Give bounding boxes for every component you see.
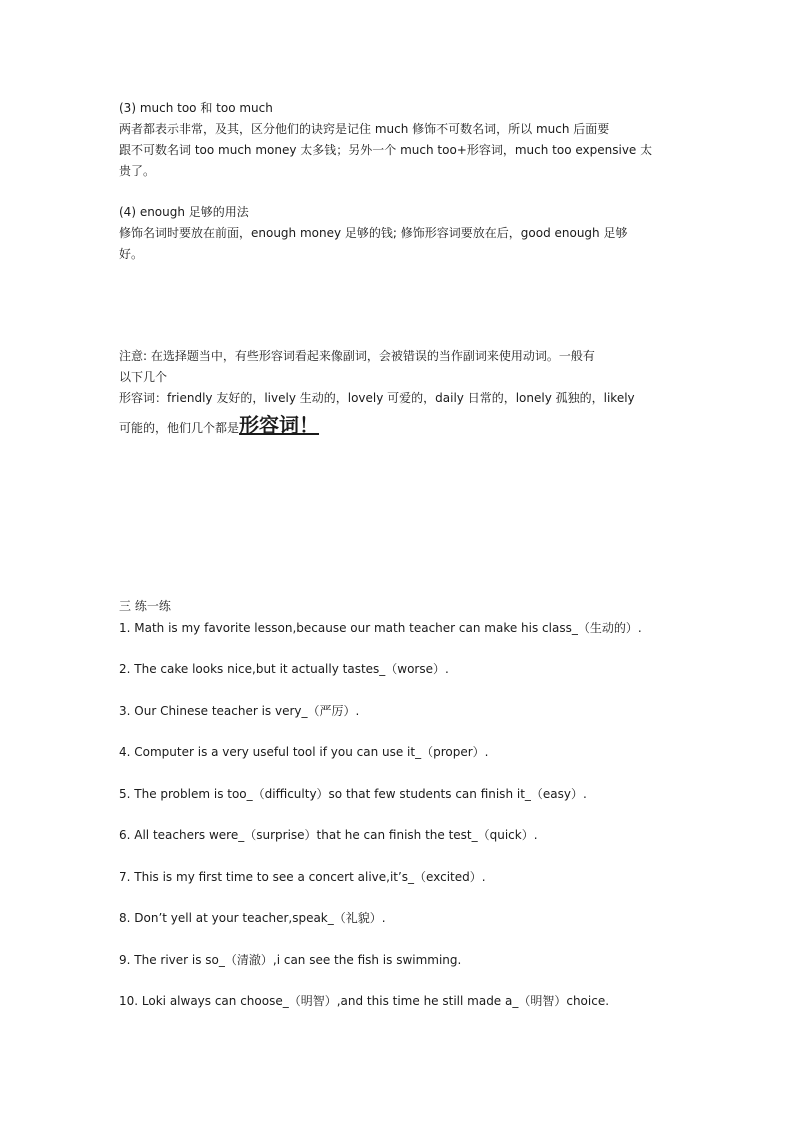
section-3-heading: (3) much too 和 too much — [119, 101, 273, 115]
note-line: 以下几个 — [119, 370, 168, 384]
emphasis-adjective: 形容词！ — [239, 413, 320, 437]
section-3-line: 两者都表示非常，及其，区分他们的诀窍是记住 much 修饰不可数名词，所以 much 后面要 — [119, 122, 610, 136]
note — [119, 346, 679, 439]
exercise-item: 4. Computer is a very useful tool if you can use it_（proper）. — [119, 745, 489, 759]
note-line — [119, 415, 679, 439]
exercise-item: 10. Loki always can choose_（明智）,and this time he still made a_（明智）choice. — [119, 994, 610, 1008]
note-line: 注意: 在选择题当中，有些形容词看起来像副词，会被错误的当作副词来使用动词。一般有 — [119, 349, 595, 363]
exercise-item: 2. The cake looks nice,but it actually tastes_（worse）. — [119, 662, 449, 676]
exercise-item: 3. Our Chinese teacher is very_（严厉）. — [119, 704, 360, 718]
practice-title: 三 练一练 — [119, 599, 171, 613]
section-4 — [119, 202, 679, 265]
exercise-item: 1. Math is my favorite lesson,because our math teacher can make his class_（生动的）. — [119, 621, 642, 635]
section-3-line: 贵了。 — [119, 164, 156, 178]
section-3 — [119, 98, 679, 182]
note-line: 形容词：friendly 友好的，lively 生动的，lovely 可爱的，daily 日常的，lonely 孤独的，likely — [119, 391, 635, 405]
exercise-item: 6. All teachers were_（surprise）that he can finish the test_（quick）. — [119, 828, 538, 842]
exercise-item: 8. Don’t yell at your teacher,speak_（礼貌）. — [119, 911, 386, 925]
section-4-line: 修饰名词时要放在前面，enough money 足够的钱; 修饰形容词要放在后，good enough 足够 — [119, 226, 628, 240]
section-4-heading: (4) enough 足够的用法 — [119, 205, 249, 219]
section-4-line: 好。 — [119, 247, 144, 261]
note-line-prefix: 可能的，他们几个都是 — [119, 421, 240, 435]
exercise-item: 7. This is my first time to see a concert alive,it’s_（excited）. — [119, 870, 486, 884]
section-3-line: 跟不可数名词 too much money 太多钱；另外一个 much too+形容词，much too expensive 太 — [119, 143, 653, 157]
exercise-item: 5. The problem is too_（difficulty）so that few students can finish it_（easy）. — [119, 787, 587, 801]
exercise-item: 9. The river is so_（清澈）,i can see the fish is swimming. — [119, 953, 462, 967]
